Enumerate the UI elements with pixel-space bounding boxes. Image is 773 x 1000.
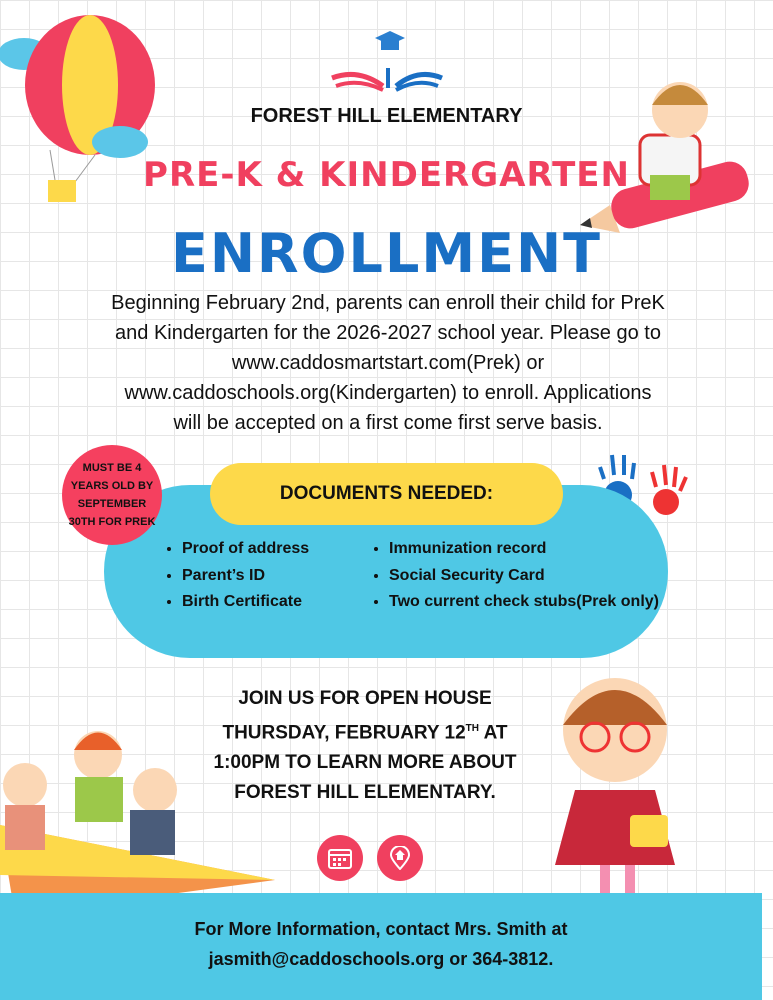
girl-illustration <box>530 665 700 915</box>
page-title: ENROLLMENT <box>170 222 603 285</box>
calendar-icon <box>317 835 363 881</box>
list-item: • Birth Certificate <box>182 589 309 616</box>
contact-text: For More Information, contact Mrs. Smith at jasmith@caddoschools.org or 364-3812. <box>194 919 568 969</box>
school-name: FOREST HILL ELEMENTARY <box>250 105 523 127</box>
kids-paper-plane-illustration <box>0 715 280 915</box>
school-logo <box>328 28 446 92</box>
program-subtitle: PRE-K & KINDERGARTEN <box>143 155 630 195</box>
list-item: • Parent’s ID <box>182 563 309 590</box>
list-item: • Social Security Card <box>389 563 659 590</box>
age-requirement-text: MUST BE 4 YEARS OLD BY SEPTEMBER 30TH FOR PREK <box>68 462 156 528</box>
open-house-text-2: AT 1:00PM TO LEARN MORE ABOUT FOREST HILL ELEMENTARY. <box>213 722 517 804</box>
list-item: • Two current check stubs(Prek only) <box>389 589 659 616</box>
documents-heading: DOCUMENTS NEEDED: <box>210 463 563 525</box>
open-house-text: JOIN US FOR OPEN HOUSE THURSDAY, FEBRUARY 12 <box>222 688 492 744</box>
contact-info <box>0 914 762 974</box>
enrollment-description: Beginning February 2nd, parents can enroll their child for PreK and Kindergarten for the 2026-2027 school year. Please go to www.caddosmartstart.com(Prek) or www.caddoschools.org(Kindergarten) to enroll. Applications will be accepted on a first come first serve basis. <box>111 292 665 434</box>
location-home-icon <box>377 835 423 881</box>
list-item: • Proof of address <box>182 536 309 563</box>
ordinal-suffix: TH <box>465 723 480 734</box>
documents-list-left <box>182 536 309 616</box>
documents-list-right <box>389 536 659 616</box>
list-item: • Immunization record <box>389 536 659 563</box>
age-requirement-badge <box>62 445 162 545</box>
